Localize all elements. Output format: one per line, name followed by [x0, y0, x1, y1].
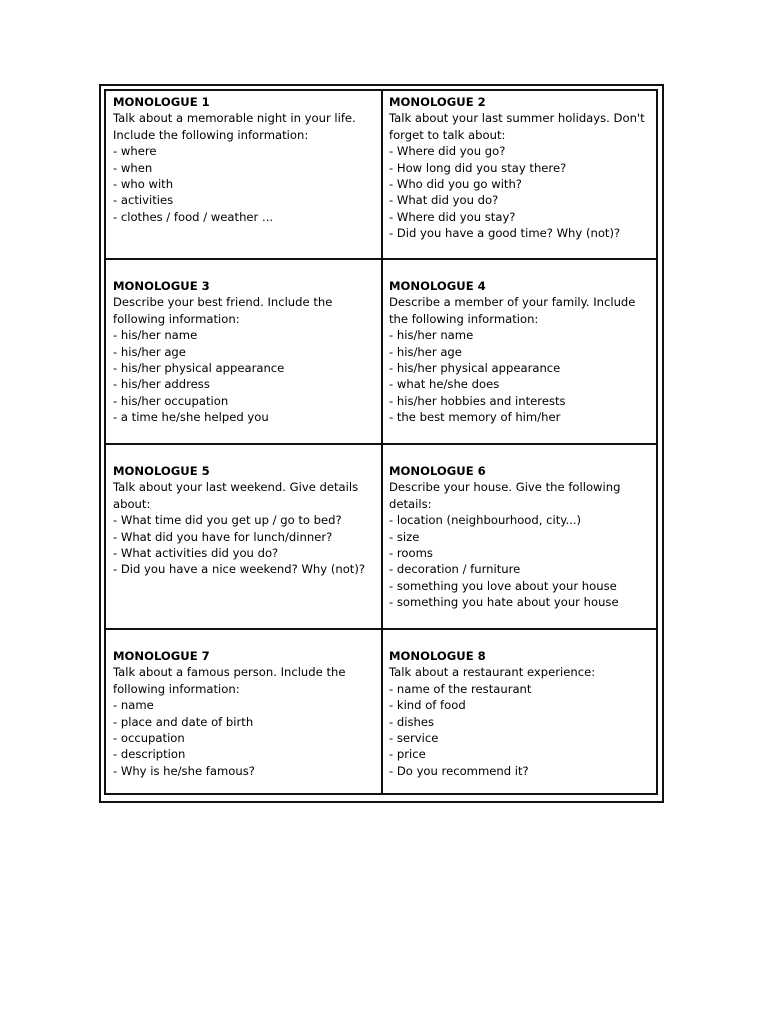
card-list-item: - his/her age	[389, 344, 462, 359]
card-list-item: - Do you recommend it?	[389, 763, 529, 778]
card-list-item: - his/her address	[113, 377, 210, 392]
card-list-item: - something you hate about your house	[389, 595, 619, 610]
card-title: MONOLOGUE 5	[113, 464, 210, 478]
card-list-item: - where	[113, 144, 157, 159]
card-list-item: - Who did you go with?	[389, 177, 522, 192]
card-list-item: - service	[389, 731, 439, 746]
card-list-item: - his/her hobbies and interests	[389, 393, 566, 408]
monologue-card-3	[106, 260, 383, 445]
monologue-card-1	[106, 91, 383, 260]
card-list-item: - What did you have for lunch/dinner?	[113, 529, 333, 544]
monologue-card-4	[383, 260, 656, 445]
card-list-item: - a time he/she helped you	[113, 410, 269, 425]
card-list-item: - Where did you go?	[389, 144, 506, 159]
card-list-item: - size	[389, 529, 420, 544]
card-list-item: - kind of food	[389, 698, 466, 713]
card-list-item: - his/her physical appearance	[389, 361, 561, 376]
card-list-item: - decoration / furniture	[389, 562, 521, 577]
monologue-card-8	[383, 630, 656, 793]
monologue-card-6	[383, 445, 656, 630]
card-list-item: - what he/she does	[389, 377, 500, 392]
card-list-item: - How long did you stay there?	[389, 160, 567, 175]
card-instruction-line: Describe a member of your family. Include	[389, 295, 636, 310]
card-list-item: - price	[389, 747, 426, 762]
card-list-item: - his/her occupation	[113, 393, 229, 408]
card-instruction-line: forget to talk about:	[389, 127, 506, 142]
card-instruction-line: Describe your best friend. Include the	[113, 295, 333, 310]
card-list-item: - What activities did you do?	[113, 546, 279, 561]
card-instruction-line: following information:	[113, 681, 240, 696]
card-list-item: - his/her name	[389, 328, 474, 343]
card-list-item: - when	[113, 160, 153, 175]
card-instruction-line: about:	[113, 496, 151, 511]
monologue-card-grid	[104, 89, 658, 795]
card-list-item: - occupation	[113, 731, 185, 746]
card-instruction-line: details:	[389, 496, 432, 511]
card-list-item: - his/her name	[113, 328, 198, 343]
card-list-item: - clothes / food / weather ...	[113, 209, 274, 224]
card-list-item: - the best memory of him/her	[389, 410, 561, 425]
card-list-item: - dishes	[389, 714, 435, 729]
monologue-card-5	[106, 445, 383, 630]
card-title: MONOLOGUE 1	[113, 95, 210, 109]
card-instruction-line: Describe your house. Give the following	[389, 480, 621, 495]
card-list-item: - description	[113, 747, 186, 762]
card-title: MONOLOGUE 3	[113, 279, 210, 293]
card-instruction-line: the following information:	[389, 311, 539, 326]
card-instruction-line: Talk about your last summer holidays. Don't	[389, 111, 645, 126]
card-list-item: - activities	[113, 193, 174, 208]
card-list-item: - who with	[113, 177, 174, 192]
card-list-item: - What time did you get up / go to bed?	[113, 513, 342, 528]
card-list-item: - place and date of birth	[113, 714, 254, 729]
card-list-item: - his/her age	[113, 344, 186, 359]
card-instruction-line: Include the following information:	[113, 127, 309, 142]
card-instruction-line: Talk about a restaurant experience:	[389, 665, 596, 680]
card-instruction-line: Talk about your last weekend. Give details	[113, 480, 359, 495]
card-instruction-line: following information:	[113, 311, 240, 326]
card-list-item: - What did you do?	[389, 193, 499, 208]
card-list-item: - Did you have a good time? Why (not)?	[389, 226, 621, 241]
card-title: MONOLOGUE 8	[389, 649, 486, 663]
card-list-item: - rooms	[389, 546, 433, 561]
monologue-card-7	[106, 630, 383, 793]
card-title: MONOLOGUE 6	[389, 464, 486, 478]
card-list-item: - Why is he/she famous?	[113, 763, 255, 778]
card-title: MONOLOGUE 4	[389, 279, 486, 293]
card-list-item: - Where did you stay?	[389, 209, 516, 224]
card-instruction-line: Talk about a famous person. Include the	[113, 665, 346, 680]
card-list-item: - location (neighbourhood, city...)	[389, 513, 582, 528]
card-list-item: - something you love about your house	[389, 578, 617, 593]
card-title: MONOLOGUE 2	[389, 95, 486, 109]
card-list-item: - his/her physical appearance	[113, 361, 285, 376]
card-instruction-line: Talk about a memorable night in your life.	[113, 111, 356, 126]
monologue-card-2	[383, 91, 656, 260]
card-list-item: - name of the restaurant	[389, 681, 532, 696]
card-list-item: - Did you have a nice weekend? Why (not)?	[113, 562, 366, 577]
card-list-item: - name	[113, 698, 154, 713]
card-title: MONOLOGUE 7	[113, 649, 210, 663]
